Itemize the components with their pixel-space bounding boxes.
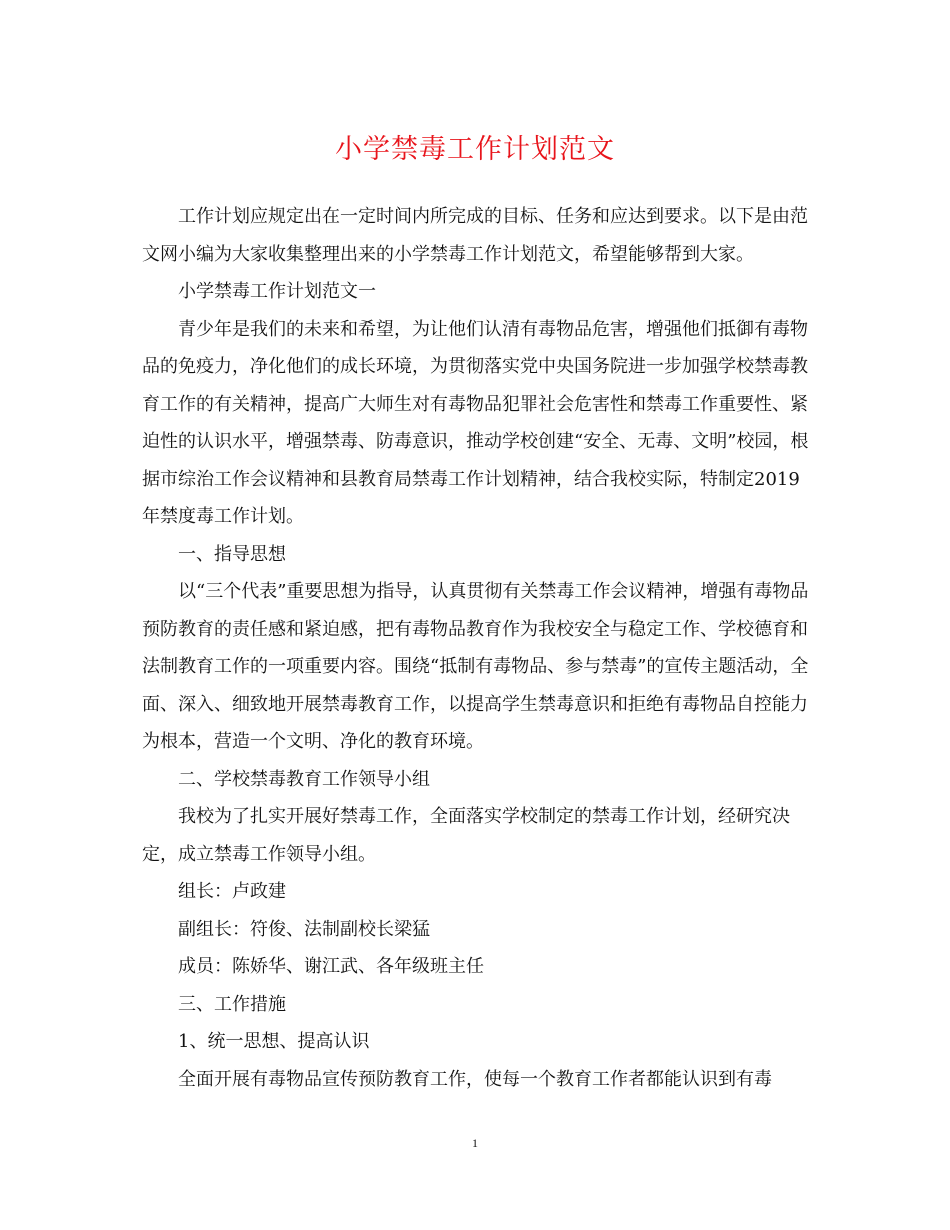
list-item-leader: 组长：卢政建 <box>178 881 286 902</box>
paragraph-leadership-group: 我校为了扎实开展好禁毒工作，全面落实学校制定的禁毒工作计划，经研究决定，成立禁毒工作领导小组。 <box>142 806 790 865</box>
paragraph-intro: 工作计划应规定出在一定时间内所完成的目标、任务和应达到要求。以下是由范文网小编为大家收集整理出来的小学禁毒工作计划范文，希望能够帮到大家。 <box>142 206 808 265</box>
list-item-members: 成员：陈娇华、谢江武、各年级班主任 <box>178 956 484 977</box>
section-heading-leadership-group: 二、学校禁毒教育工作领导小组 <box>178 768 430 790</box>
section-heading-work-measures: 三、工作措施 <box>178 993 286 1015</box>
paragraph-unify-thinking: 全面开展有毒物品宣传预防教育工作，使每一个教育工作者都能认识到有毒 <box>178 1068 772 1090</box>
paragraph-guiding-thought: 以“三个代表”重要思想为指导，认真贯彻有关禁毒工作会议精神，增强有毒物品预防教育的责任感和紧迫感，把有毒物品教育作为我校安全与稳定工作、学校德育和法制教育工作的一项重要内容。围绕“抵制有毒物品、参与禁毒”的宣传主题活动，全面、深入、细致地开展禁毒教育工作，以提高学生禁毒意识和拒绝有毒物品自控能力为根本，营造一个文明、净化的教育环境。 <box>142 581 809 752</box>
document-body <box>142 198 814 1098</box>
document-title: 小学禁毒工作计划范文 <box>335 134 615 165</box>
section-heading-sample-one: 小学禁毒工作计划范文一 <box>178 281 376 302</box>
page-number: 1 <box>472 1136 478 1150</box>
section-heading-guiding-thought: 一、指导思想 <box>178 543 286 565</box>
list-item-deputy-leader: 副组长：符俊、法制副校长梁猛 <box>178 918 430 940</box>
subsection-heading-unify-thinking: 1、统一思想、提高认识 <box>178 1031 370 1052</box>
paragraph-background: 青少年是我们的未来和希望，为让他们认清有毒物品危害，增强他们抵御有毒物品的免疫力，净化他们的成长环境，为贯彻落实党中央国务院进一步加强学校禁毒教育工作的有关精神，提高广大师生对有毒物品犯罪社会危害性和禁毒工作重要性、紧迫性的认识水平，增强禁毒、防毒意识，推动学校创建“安全、无毒、文明”校园，根据市综治工作会议精神和县教育局禁毒工作计划精神，结合我校实际，特制定2019年禁度毒工作计划。 <box>142 318 809 527</box>
